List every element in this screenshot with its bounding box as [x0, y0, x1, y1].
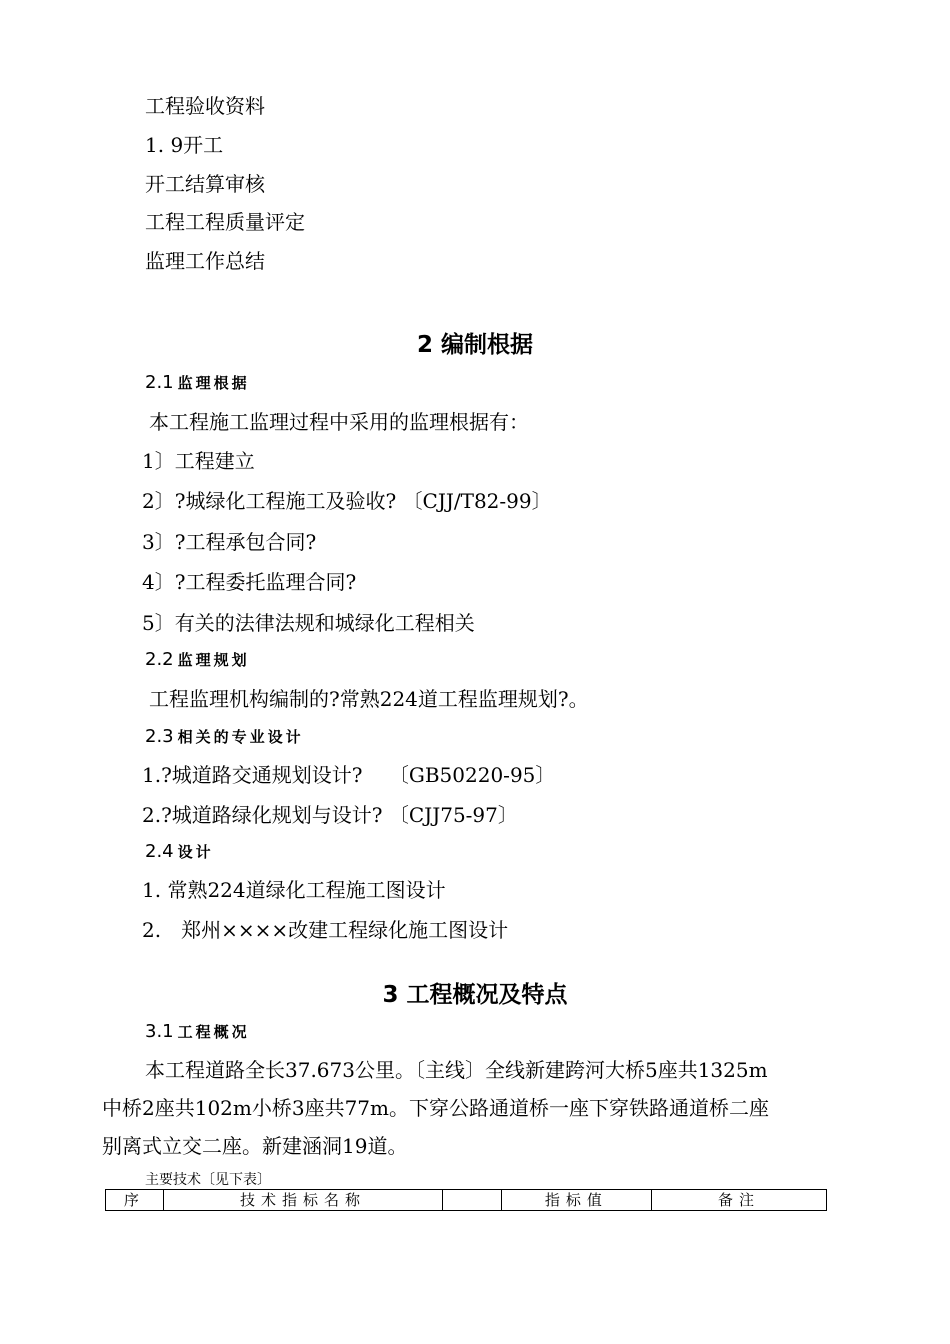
- list-item: 2.?城道路绿化规划与设计? 〔CJJ75-97〕: [142, 803, 518, 827]
- section-3-heading: 3 工程概况及特点: [382, 982, 568, 1008]
- paragraph-line: 本工程道路全长37.673公里。〔主线〕全线新建跨河大桥5座共1325m: [145, 1058, 768, 1082]
- section-2-3-heading: [145, 726, 304, 748]
- paragraph: 本工程施工监理过程中采用的监理根据有：: [149, 410, 529, 434]
- list-item: 开工结算审核: [145, 172, 265, 196]
- list-item: 3〕?工程承包合同?: [142, 530, 317, 554]
- section-2-4-heading: [145, 841, 214, 863]
- list-item: 1.?城道路交通规划设计? 〔GB50220-95〕: [142, 763, 556, 787]
- list-item: 工程验收资料: [145, 94, 265, 118]
- table-header-cell: 指标值: [501, 1190, 651, 1211]
- paragraph: 工程监理机构编制的?常熟224道工程监理规划?。: [149, 687, 589, 711]
- list-item: 工程工程质量评定: [145, 210, 305, 234]
- table-header-cell: 备注: [651, 1190, 826, 1211]
- list-item: 2〕?城绿化工程施工及验收? 〔CJJ/T82-99〕: [142, 489, 552, 513]
- list-item: 1. 9开工: [145, 133, 224, 157]
- list-item: 1〕工程建立: [142, 449, 255, 473]
- list-item: 2. 郑州××××改建工程绿化施工图设计: [142, 918, 509, 942]
- table-header-row: [106, 1190, 827, 1211]
- list-item: 4〕?工程委托监理合同?: [142, 570, 357, 594]
- section-title: 监理根据: [177, 374, 250, 392]
- section-number: 2.1: [145, 372, 174, 393]
- list-item: 监理工作总结: [145, 249, 265, 273]
- section-number: 2.4: [145, 841, 174, 862]
- section-2-2-heading: [145, 649, 250, 671]
- section-title: 设计: [177, 843, 214, 861]
- section-2-1-heading: [145, 372, 250, 394]
- table-caption: 主要技术〔见下表〕: [145, 1172, 271, 1188]
- table-header-cell: 技术指标名称: [163, 1190, 442, 1211]
- section-number: 3.1: [145, 1021, 174, 1042]
- section-title: 工程概况: [177, 1023, 250, 1041]
- section-title: 监理规划: [177, 651, 250, 669]
- table-header-cell: [443, 1190, 502, 1211]
- section-2-heading: 2 编制根据: [416, 332, 533, 358]
- section-title: 相关的专业设计: [177, 728, 304, 746]
- list-item: 5〕有关的法律法规和城绿化工程相关: [142, 611, 475, 635]
- paragraph-line: 中桥2座共102m小桥3座共77m。下穿公路通道桥一座下穿铁路通道桥二座: [102, 1096, 770, 1120]
- paragraph-line: 别离式立交二座。新建涵洞19道。: [102, 1134, 408, 1158]
- section-number: 2.2: [145, 649, 174, 670]
- section-number: 2.3: [145, 726, 174, 747]
- tech-table: [105, 1189, 827, 1211]
- list-item: 1. 常熟224道绿化工程施工图设计: [142, 878, 446, 902]
- table-header-cell: 序: [106, 1190, 164, 1211]
- section-3-1-heading: [145, 1021, 250, 1043]
